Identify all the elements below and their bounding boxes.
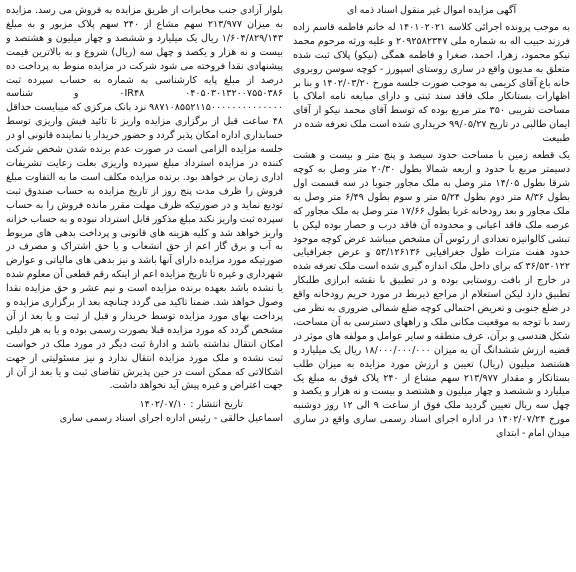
notice-paragraph: یک قطعه زمین با مساحت حدود سیصد و پنج متر و بیست و هشت دسیمتر مربع با حدود و اربعه شمالا بطول ۲۰/۳۰ متر وصل به کوچه شرقا بطول ۱۴/۰۵ متر وصل به ملک مجاور جنوبا در سه قسمت اول بطول ۸/۳۶ متر دوم بطول ۵/۲۴ متر و سوم بطول ۶/۴۹ متر وصل به ملک مجاور و بعد رودخانه غربا بطول ۱۷/۶۶ متر وصل به ملک مجاور که عرصه ملک فاقد اعیانی و محدوده آن فاقد درب و حصار بوده لیکن با تبشی کالوانیزه تعدادی از رئوس آن مشخص میباشد عرض کوچه موجود حدود هفت مترات طول جغرافیایی ۵۳/۱۲۶۱۳۶ و عرض جغرافیایی ۳۶/۵۳۰۱۲۲ که برای داخل ملک اندازه گیری شده است ملک تعرفه شده در خارج از بافت روستایی بوده و در تطبیق با نقشه ابرازی طلبکار تطبیق دارد لیکن استعلام از مراجع ذیربط در مورد حریم رودخانه واقع در ضلع جنوبی و تعریض احتمالی کوچه ضلع شمالی ضروری به نظر می رسد با توجه به موقعیت مکانی ملک و راههای دسترسی به آن مساحت، شکل هندسی و برآن، عرف منطقه و سایر عوامل و مولفه های موثر در قضیه ارزش ششدانگ آن به میزان ۱۸/۰۰۰/۰۰۰/۰۰۰ ریال یک میلیارد و هشتصد میلیون (ریال) تعیین و ارزش مورد مزایده به میزان طلب بستانکار و مقدار ۲۱۳/۹۷۷ سهم مشاع از ۲۴۰ پلاک فوق به مبلغ یک میلیارد و ششصد و چهار میلیون و هشتصد و بیست و نه هزار و یکصد و چهل سه ریال تعیین گردید ملک فوق از ساعت ۹ الی ۱۲ روز دوشنبه مورخ ۱۴۰۲/۰۷/۲۴ در اداره اجرای اسناد رسمی ساری واقع در ساری میدان امام - ابتدای bbox=[293, 150, 570, 440]
signatory: اسماعیل خالقی - رئیس اداره اجرای اسناد رسمی ساری bbox=[59, 413, 283, 425]
notice-paragraph: به موجب پرونده اجرائی کلاسه ۱۴۰۱۰۲۰۲۱ له خانم فاطمه قاسم زاده فرزند حبیب اله به شماره ملی ۲۰۹۲۵۸۲۳۴۷ و علیه ورثه مرحوم محمد نیکو محمود، زهرا، احمد، صغرا و فاطمه همگی (نیکو) پلاک ثبت شده متعلق به مدیون واقع در ساری روستای اسپورز - کوچه سوسن روبروی خانه باغ آقای کریمی به موجب صورت جلسه مورخ ۱۴۰۲/۰۳/۲۰ و بنا بر اظهارات بستانکار ملک فاقد سند ثبتی و دارای مبایعه نامه املاک با مساحت تقریبی ۳۵۰ متر مربع بوده که توسط آقای محمد نیکو از آقای ایمان طالبی در تاریخ ۹۹/۰۵/۲۷ خریداری شده است ملک تعرفه شده در طبیعت bbox=[293, 21, 570, 145]
left-column bbox=[6, 4, 283, 568]
notice-paragraph: بلوار آزادی جنب مخابرات از طریق مزایده به فروش می رسد. مزایده به میزان ۲۱۳/۹۷۷ سهم مشاع از ۲۴۰ سهم پلاک مزبور و به مبلغ ۱/۶۰۴/۸۲۹/۱۴۳ ریال یک میلیارد و ششصد و چهار میلیون و هشتصد و بیست و نه هزار و یکصد و چهل سه (ریال) شروع و به بالاترین قیمت پیشنهادی نقدا فروخته می شود شرکت در مزایده منوط به پرداخت ده درصد از مبلغ پایه کارشناسی به شماره به حساب سپرده ثبت ۰۴۰۵۰۳۰۱۳۲۰۰۷۵۵۰۳۸۶ ۰IR۴۸ و شناسه ۹۸۷۱۰۸۵۵۲۱۱۵۰۰۰۰۰۰۰۰۰۰۰۰۰۰ نزد بانک مرکزی که میبایست حداقل ۴۸ ساعت قبل از برگزاری مزایده واریز تا تائید فیش واریزی توسط حسابداری اداره امکان پذیر گردد و حضور خریدار یا نماینده قانونی او در جلسه مزایده الزامی است در صورت عدم برنده شدن شخص شرکت کننده در مزایده استرداد مبلغ سپرده واریزی بعلت رعایت تشریفات اداری زمان بر خواهد بود. برنده مزایده مکلف است ما به التفاوت مبلغ فروش را ظرف مدت پنج روز از تاریخ مزایده به حساب صندوق ثبت تودیع نماید و در صورتیکه ظرف مهلت مقرر مانده فروش را به حساب سپرده ثبت واریز نکند مبلغ مذکور قابل استرداد نبوده و به حساب خزانه واریز خواهد شد و کلیه هزینه های قانونی و پرداخت بدهی های مربوط به آب و برق گاز اعم از حق انشعاب و یا حق اشتراک و مصرف در صورتیکه مورد مزایده دارای آنها باشد و نیز بدهی های مالیاتی و عوارض شهرداری و غیره تا تاریخ مزایده اعم از اینکه رقم قطعی آن معلوم شده یا نشده باشد بعهده برنده مزایده است و نیم عشر و حق مزایده نقدا وصول خواهد شد. ضمنا تاکید می گردد چنانچه بعد از برگزاری مزایده و پرداخت بهای مورد مزایده توسط خریدار و قبل از ثبت و یا بعد از آن مشخص گردد که مورد مزایده قبلا بصورت رسمی بوده و یا به هر دلیلی امکان انتقال نداشته باشد و ادارهٔ ثبت دیگر در مورد ملک در خواست ثبت نشده و ملک مورد مزایده انتقال ندارد و نیز مسئولیتی از جهت اشکالاتی که ممکن است در حین پذیرش تقاضای ثبت و یا بعد از آن از جهت اعتراض و غیره پیش آید نخواهد داشت. bbox=[6, 5, 283, 392]
publish-date: تاریخ انتشار : ۱۴۰۲/۰۷/۱۰ bbox=[139, 399, 243, 411]
right-column bbox=[293, 4, 570, 568]
signature-block bbox=[6, 398, 283, 426]
notice-heading: آگهی مزایده اموال غیر منقول اسناد ذمه ای bbox=[346, 5, 517, 16]
